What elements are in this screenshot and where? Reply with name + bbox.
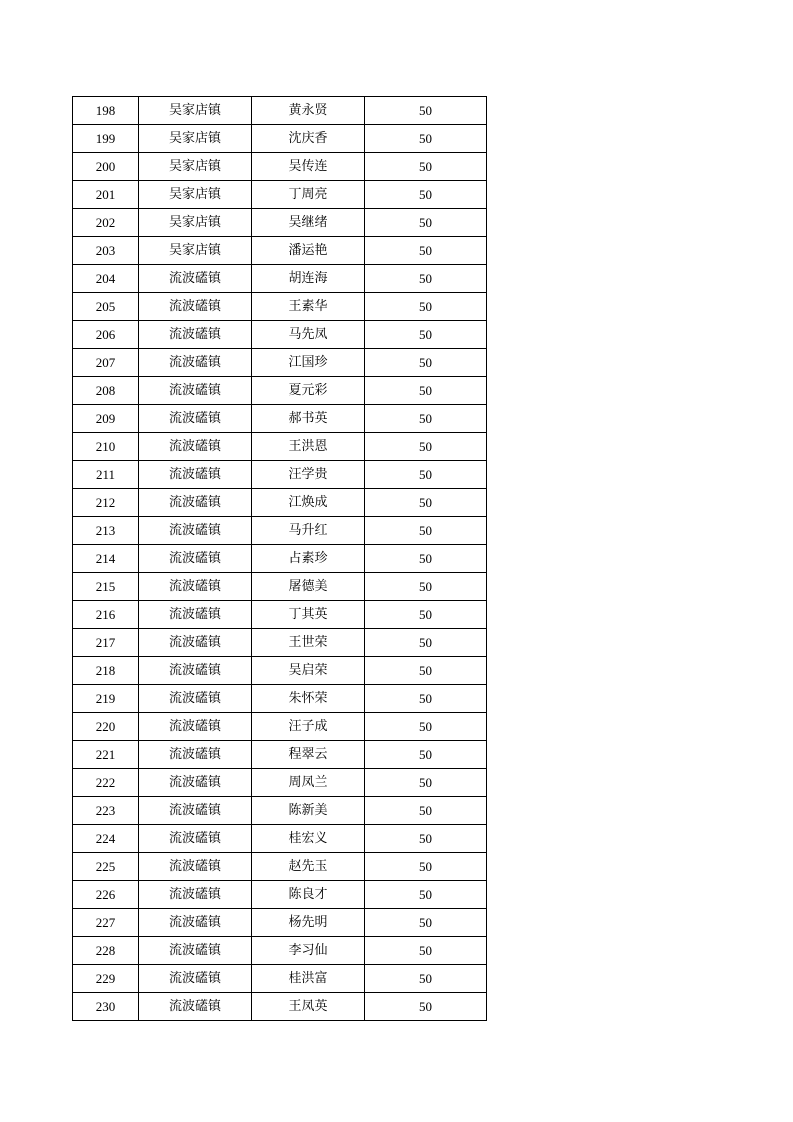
town-cell: 吴家店镇 (139, 209, 252, 237)
table-row (73, 209, 487, 237)
town-cell: 流波礚镇 (139, 265, 252, 293)
row-number-cell: 208 (73, 377, 139, 405)
name-cell: 胡连海 (252, 265, 365, 293)
amount-cell: 50 (365, 321, 487, 349)
table-row (73, 265, 487, 293)
town-cell: 流波礚镇 (139, 405, 252, 433)
table-row (73, 937, 487, 965)
row-number-cell: 222 (73, 769, 139, 797)
row-number-cell: 221 (73, 741, 139, 769)
amount-cell: 50 (365, 657, 487, 685)
row-number-cell: 210 (73, 433, 139, 461)
amount-cell: 50 (365, 853, 487, 881)
row-number-cell: 212 (73, 489, 139, 517)
name-cell: 王素华 (252, 293, 365, 321)
row-number-cell: 209 (73, 405, 139, 433)
row-number-cell: 223 (73, 797, 139, 825)
table-row (73, 181, 487, 209)
row-number-cell: 202 (73, 209, 139, 237)
name-cell: 李习仙 (252, 937, 365, 965)
amount-cell: 50 (365, 797, 487, 825)
table-row (73, 601, 487, 629)
row-number-cell: 216 (73, 601, 139, 629)
table-row (73, 713, 487, 741)
table-row (73, 685, 487, 713)
name-cell: 江国珍 (252, 349, 365, 377)
table-row (73, 461, 487, 489)
amount-cell: 50 (365, 125, 487, 153)
row-number-cell: 230 (73, 993, 139, 1021)
subsidy-table (72, 96, 487, 1021)
table-row (73, 741, 487, 769)
town-cell: 吴家店镇 (139, 125, 252, 153)
table-row (73, 965, 487, 993)
town-cell: 流波礚镇 (139, 321, 252, 349)
amount-cell: 50 (365, 405, 487, 433)
name-cell: 吴启荣 (252, 657, 365, 685)
name-cell: 周凤兰 (252, 769, 365, 797)
name-cell: 王洪恩 (252, 433, 365, 461)
name-cell: 郝书英 (252, 405, 365, 433)
name-cell: 吴继绪 (252, 209, 365, 237)
name-cell: 陈良才 (252, 881, 365, 909)
name-cell: 马先凤 (252, 321, 365, 349)
table-row (73, 993, 487, 1021)
row-number-cell: 214 (73, 545, 139, 573)
table-row (73, 489, 487, 517)
table-row (73, 909, 487, 937)
row-number-cell: 217 (73, 629, 139, 657)
row-number-cell: 205 (73, 293, 139, 321)
name-cell: 陈新美 (252, 797, 365, 825)
table-row (73, 349, 487, 377)
amount-cell: 50 (365, 237, 487, 265)
town-cell: 流波礚镇 (139, 769, 252, 797)
table-row (73, 545, 487, 573)
name-cell: 汪学贵 (252, 461, 365, 489)
table-row (73, 517, 487, 545)
row-number-cell: 229 (73, 965, 139, 993)
town-cell: 流波礚镇 (139, 433, 252, 461)
town-cell: 吴家店镇 (139, 97, 252, 125)
name-cell: 夏元彩 (252, 377, 365, 405)
name-cell: 桂宏义 (252, 825, 365, 853)
name-cell: 黄永贤 (252, 97, 365, 125)
amount-cell: 50 (365, 881, 487, 909)
amount-cell: 50 (365, 993, 487, 1021)
table-row (73, 377, 487, 405)
name-cell: 赵先玉 (252, 853, 365, 881)
table-row (73, 405, 487, 433)
row-number-cell: 211 (73, 461, 139, 489)
name-cell: 丁其英 (252, 601, 365, 629)
town-cell: 流波礚镇 (139, 377, 252, 405)
table-row (73, 125, 487, 153)
name-cell: 桂洪富 (252, 965, 365, 993)
row-number-cell: 206 (73, 321, 139, 349)
amount-cell: 50 (365, 349, 487, 377)
table-row (73, 881, 487, 909)
town-cell: 流波礚镇 (139, 853, 252, 881)
name-cell: 吴传连 (252, 153, 365, 181)
town-cell: 流波礚镇 (139, 713, 252, 741)
amount-cell: 50 (365, 573, 487, 601)
amount-cell: 50 (365, 825, 487, 853)
row-number-cell: 219 (73, 685, 139, 713)
town-cell: 流波礚镇 (139, 993, 252, 1021)
amount-cell: 50 (365, 713, 487, 741)
table-row (73, 797, 487, 825)
table-row (73, 293, 487, 321)
row-number-cell: 220 (73, 713, 139, 741)
town-cell: 流波礚镇 (139, 629, 252, 657)
amount-cell: 50 (365, 153, 487, 181)
amount-cell: 50 (365, 461, 487, 489)
town-cell: 流波礚镇 (139, 965, 252, 993)
town-cell: 吴家店镇 (139, 237, 252, 265)
row-number-cell: 207 (73, 349, 139, 377)
town-cell: 吴家店镇 (139, 181, 252, 209)
amount-cell: 50 (365, 97, 487, 125)
row-number-cell: 228 (73, 937, 139, 965)
town-cell: 吴家店镇 (139, 153, 252, 181)
row-number-cell: 203 (73, 237, 139, 265)
amount-cell: 50 (365, 601, 487, 629)
name-cell: 朱怀荣 (252, 685, 365, 713)
row-number-cell: 226 (73, 881, 139, 909)
town-cell: 流波礚镇 (139, 685, 252, 713)
town-cell: 流波礚镇 (139, 909, 252, 937)
amount-cell: 50 (365, 685, 487, 713)
amount-cell: 50 (365, 433, 487, 461)
town-cell: 流波礚镇 (139, 293, 252, 321)
name-cell: 江焕成 (252, 489, 365, 517)
amount-cell: 50 (365, 545, 487, 573)
amount-cell: 50 (365, 909, 487, 937)
row-number-cell: 198 (73, 97, 139, 125)
amount-cell: 50 (365, 209, 487, 237)
row-number-cell: 201 (73, 181, 139, 209)
town-cell: 流波礚镇 (139, 741, 252, 769)
table-row (73, 573, 487, 601)
table-row (73, 153, 487, 181)
row-number-cell: 213 (73, 517, 139, 545)
amount-cell: 50 (365, 965, 487, 993)
name-cell: 杨先明 (252, 909, 365, 937)
name-cell: 丁周亮 (252, 181, 365, 209)
town-cell: 流波礚镇 (139, 881, 252, 909)
amount-cell: 50 (365, 265, 487, 293)
town-cell: 流波礚镇 (139, 461, 252, 489)
town-cell: 流波礚镇 (139, 545, 252, 573)
row-number-cell: 199 (73, 125, 139, 153)
name-cell: 程翠云 (252, 741, 365, 769)
row-number-cell: 218 (73, 657, 139, 685)
row-number-cell: 225 (73, 853, 139, 881)
table-row (73, 237, 487, 265)
amount-cell: 50 (365, 293, 487, 321)
name-cell: 汪子成 (252, 713, 365, 741)
town-cell: 流波礚镇 (139, 797, 252, 825)
name-cell: 沈庆香 (252, 125, 365, 153)
table-row (73, 433, 487, 461)
town-cell: 流波礚镇 (139, 657, 252, 685)
name-cell: 王凤英 (252, 993, 365, 1021)
amount-cell: 50 (365, 181, 487, 209)
table-body (73, 97, 487, 1021)
name-cell: 占素珍 (252, 545, 365, 573)
town-cell: 流波礚镇 (139, 937, 252, 965)
name-cell: 马升红 (252, 517, 365, 545)
town-cell: 流波礚镇 (139, 601, 252, 629)
amount-cell: 50 (365, 517, 487, 545)
town-cell: 流波礚镇 (139, 489, 252, 517)
table-row (73, 657, 487, 685)
amount-cell: 50 (365, 377, 487, 405)
amount-cell: 50 (365, 489, 487, 517)
town-cell: 流波礚镇 (139, 349, 252, 377)
table-row (73, 97, 487, 125)
table-row (73, 853, 487, 881)
table-row (73, 769, 487, 797)
table-row (73, 825, 487, 853)
row-number-cell: 215 (73, 573, 139, 601)
table-row (73, 629, 487, 657)
row-number-cell: 204 (73, 265, 139, 293)
name-cell: 屠德美 (252, 573, 365, 601)
name-cell: 王世荣 (252, 629, 365, 657)
row-number-cell: 200 (73, 153, 139, 181)
town-cell: 流波礚镇 (139, 573, 252, 601)
name-cell: 潘运艳 (252, 237, 365, 265)
row-number-cell: 227 (73, 909, 139, 937)
amount-cell: 50 (365, 741, 487, 769)
town-cell: 流波礚镇 (139, 517, 252, 545)
amount-cell: 50 (365, 629, 487, 657)
town-cell: 流波礚镇 (139, 825, 252, 853)
row-number-cell: 224 (73, 825, 139, 853)
table-row (73, 321, 487, 349)
amount-cell: 50 (365, 769, 487, 797)
amount-cell: 50 (365, 937, 487, 965)
